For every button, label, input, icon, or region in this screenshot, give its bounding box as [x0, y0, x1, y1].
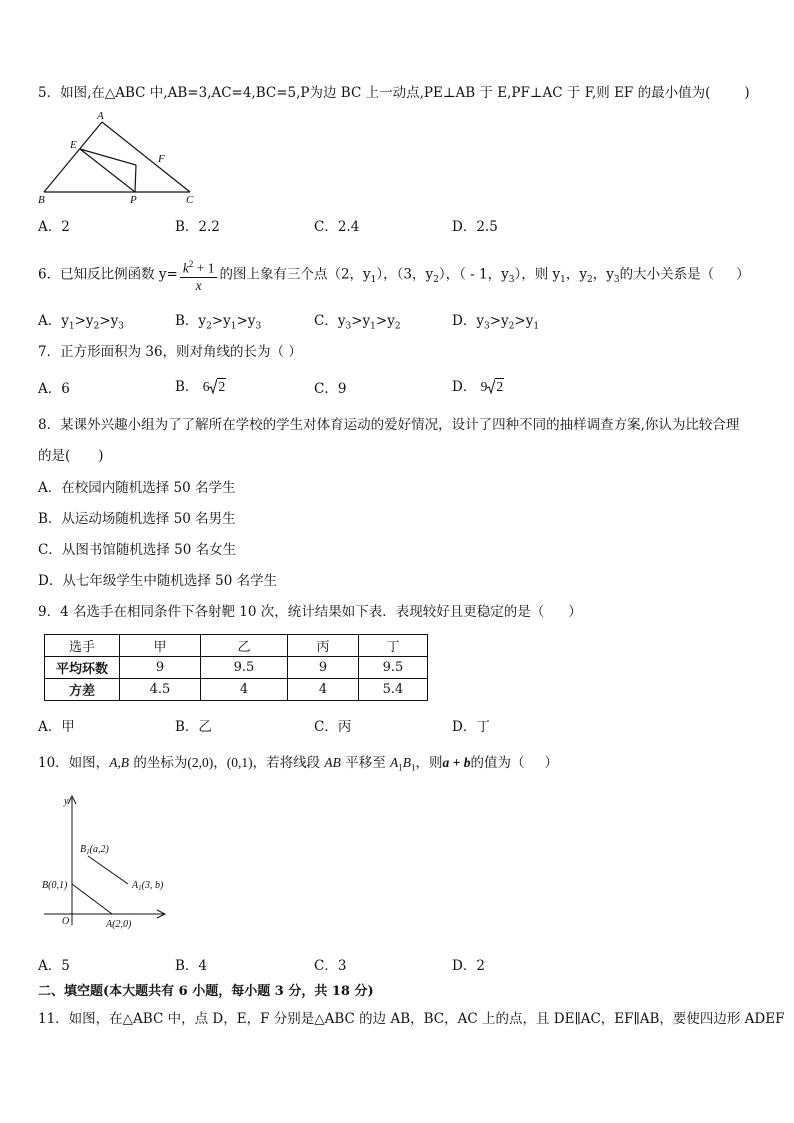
q6-option-b[interactable]	[175, 312, 261, 336]
q5-label-p: P	[130, 194, 137, 206]
q6-c-p3: 1	[370, 321, 376, 332]
q10-s1: 10．如图，	[38, 755, 110, 771]
q6-option-c[interactable]	[314, 312, 401, 336]
q8-option-a[interactable]: A．在校园内随机选择 50 名学生	[38, 480, 236, 496]
q6-frac-rest: + 1	[193, 260, 215, 276]
q5-option-c[interactable]: C．2.4	[314, 219, 360, 235]
q6-a-p0: y	[61, 313, 69, 329]
q8-stem-line2	[38, 447, 104, 465]
q6-c-p0: y	[337, 313, 346, 329]
q10-coord-b: (0,1)	[226, 755, 253, 770]
q9-header-3: 丙	[288, 635, 359, 657]
q6-frac-exp: 2	[188, 259, 194, 269]
q6-c-p4: >y	[375, 313, 395, 329]
q6-s4: ），则 y	[514, 266, 561, 283]
q10-expr: a + b	[442, 755, 471, 770]
q6-b-label: B．	[175, 313, 199, 329]
q8-paren-close: )	[98, 448, 104, 464]
q6-sub3: 3	[508, 274, 515, 285]
q10-s2: 的坐标为	[129, 755, 188, 771]
q6-b-p3: 1	[230, 321, 237, 332]
q9-r1-c0: 平均环数	[45, 657, 120, 679]
q6-b-p1: 2	[206, 321, 212, 332]
q10-s7: 的值为（	[470, 755, 525, 771]
q10-option-a[interactable]: A．5	[38, 958, 70, 974]
q7-option-d[interactable]	[452, 378, 504, 396]
q6-paren-close: ）	[736, 266, 750, 283]
q9-option-d[interactable]: D．丁	[452, 719, 490, 735]
q10-paren-close: ）	[544, 755, 558, 771]
q9-r2-c2: 4	[201, 679, 288, 701]
q6-b-p4: >y	[236, 313, 256, 329]
q6-b-p5: 3	[255, 321, 262, 332]
q9-r1-c2: 9.5	[201, 657, 288, 679]
q10-s5: 平移至	[340, 755, 390, 771]
q9-option-c[interactable]: C．丙	[314, 719, 352, 735]
q6-b-p2: >y	[211, 313, 231, 329]
q5-segment-ef	[80, 149, 136, 165]
q5-option-d[interactable]: D．2.5	[452, 219, 498, 235]
q6-frac-den: x	[195, 277, 202, 293]
q7-b-sqrt	[209, 378, 226, 396]
q9-r1-c4: 9.5	[359, 657, 428, 679]
q9-header-1: 甲	[120, 635, 201, 657]
q6-sub6: 3	[613, 274, 620, 285]
q10-label-o: O	[62, 916, 70, 927]
q7-option-a[interactable]: A．6	[38, 381, 70, 397]
q8-stem-line1: 8．某课外兴趣小组为了了解所在学校的学生对体育运动的爱好情况，设计了四种不同的抽样调查方案,你认为比较合理	[38, 417, 740, 433]
q6-a-p5: 3	[118, 321, 124, 332]
q6-c-p2: >y	[351, 313, 371, 329]
q9-r2-c4: 5.4	[359, 679, 428, 701]
q10-s4: ，若将线段	[252, 755, 325, 771]
q6-option-a[interactable]	[38, 312, 124, 336]
q5-option-a[interactable]: A．2	[38, 219, 70, 235]
q10-figure	[36, 790, 196, 940]
q10-label-b: B(0,1)	[42, 880, 68, 891]
q10-seg: AB	[324, 755, 341, 770]
table-row	[45, 657, 428, 679]
q9-option-b[interactable]: B．乙	[175, 719, 212, 735]
q10-seg2-b-sub: 1	[411, 762, 416, 773]
q10-option-d[interactable]: D．2	[452, 958, 485, 974]
q10-label-b1: $B_1(a,2)$	[80, 844, 109, 856]
q10-seg2-a: A	[390, 755, 399, 770]
table-row	[45, 635, 428, 657]
q6-sub5: 2	[587, 274, 593, 285]
q6-a-p4: >y	[99, 313, 119, 329]
q6-sub1: 1	[370, 274, 377, 285]
q8-option-d[interactable]: D．从七年级学生中随机选择 50 名学生	[38, 573, 278, 589]
q6-sub2: 2	[433, 274, 439, 285]
q6-prefix: 6．已知反比例函数 y=	[38, 266, 178, 283]
q5-side-ab	[44, 122, 102, 192]
q6-a-p3: 2	[93, 321, 100, 332]
q5-figure	[34, 108, 214, 208]
q6-c-p5: 2	[394, 321, 401, 332]
q5-label-f: F	[158, 153, 165, 165]
q6-b-p0: y	[198, 313, 207, 329]
q6-d-p1: 3	[483, 321, 490, 332]
q9-paren-close: ）	[568, 604, 582, 620]
q5-stem	[38, 84, 750, 102]
q7-d-rad: 2	[496, 379, 504, 394]
q8-option-b[interactable]: B．从运动场随机选择 50 名男生	[38, 511, 236, 527]
q6-s3: ），（ - 1，y	[438, 266, 509, 283]
q6-s7: 的大小关系是（	[619, 266, 715, 283]
q6-d-label: D．	[452, 313, 477, 329]
q9-header-4: 丁	[359, 635, 428, 657]
q10-seg2-b: B	[402, 755, 411, 770]
q5-label-e: E	[70, 139, 77, 151]
q10-label-y: y	[64, 796, 69, 807]
q5-stem-text: 5．如图,在△ABC 中,AB=3,AC=4,BC=5,P为边 BC 上一动点,PE⊥AB 于 E,PF⊥AC 于 F,则 EF 的最小值为(	[38, 85, 711, 101]
q5-label-c: C	[186, 194, 194, 206]
q7-b-label: B．	[175, 379, 199, 395]
q10-segment-ab	[72, 884, 112, 914]
q6-a-label: A．	[38, 313, 62, 329]
q9-r1-c1: 9	[120, 657, 201, 679]
q10-label-a1: $A_1(3$, b)	[132, 880, 164, 892]
table-row	[45, 679, 428, 701]
q7-option-b[interactable]	[175, 378, 226, 396]
q6-d-p0: y	[476, 313, 484, 329]
section-title-fill-in: 二、填空题(本大题共有 6 小题，每小题 3 分，共 18 分)	[38, 984, 374, 999]
q9-header-0: 选手	[45, 635, 120, 657]
q5-label-a: A	[97, 110, 104, 122]
q9-r2-c0: 方差	[45, 679, 120, 701]
q6-option-d[interactable]	[452, 312, 539, 336]
q10-option-b[interactable]: B．4	[175, 958, 208, 974]
q10-coord-a: (2,0)	[187, 755, 214, 770]
q5-label-b: B	[38, 194, 45, 206]
q5-option-b[interactable]: B．2.2	[175, 219, 220, 235]
q6-frac-k: k	[182, 260, 189, 276]
q6-s1: 的图上象有三个点（2，y	[219, 266, 371, 283]
q11-stem: 11．如图，在△ABC 中，点 D，E，F 分别是△ABC 的边 AB，BC，AC 上的点，且 DE∥AC，EF∥AB，要使四边形 ADEF	[38, 1011, 785, 1027]
q9-option-a[interactable]: A．甲	[38, 719, 75, 735]
q7-b-coef: 6	[202, 379, 210, 394]
q6-s6: ，y	[592, 266, 614, 283]
q6-c-p1: 3	[345, 321, 352, 332]
q5-side-ac	[102, 122, 190, 192]
q7-stem: 7．正方形面积为 36，则对角线的长为（ ）	[38, 344, 302, 360]
q9-stem-text: 9．4 名选手在相同条件下各射靶 10 次，统计结果如下表．表现较好且更稳定的是（	[38, 604, 545, 620]
q8-option-c[interactable]: C．从图书馆随机选择 50 名女生	[38, 542, 237, 558]
q9-table	[44, 634, 428, 701]
q6-sub4: 1	[560, 274, 566, 285]
q9-stem	[38, 603, 582, 621]
q9-r2-c1: 4.5	[120, 679, 201, 701]
q8-stem-line2-text: 的是(	[38, 448, 71, 464]
q7-d-coef: 9	[480, 379, 488, 394]
q10-s3: ，	[213, 755, 227, 771]
q5-segment-pe	[80, 149, 135, 192]
q6-s5: ，y	[565, 266, 588, 283]
q10-stem	[38, 754, 558, 777]
q6-d-p4: >y	[514, 313, 534, 329]
q6-d-p5: 1	[533, 321, 540, 332]
q7-b-rad: 2	[218, 379, 226, 394]
q6-a-p2: >y	[74, 313, 94, 329]
q7-d-label: D．	[452, 379, 477, 395]
q6-c-label: C．	[314, 313, 338, 329]
q10-ab: A,B	[109, 755, 130, 770]
q6-stem	[38, 256, 750, 298]
q9-r1-c3: 9	[288, 657, 359, 679]
q6-a-p1: 1	[68, 321, 75, 332]
q9-r2-c3: 4	[288, 679, 359, 701]
q5-paren-close: )	[744, 85, 750, 101]
q10-segment-a1b1	[88, 856, 128, 884]
q6-fraction	[180, 256, 218, 294]
q7-d-sqrt	[487, 378, 504, 396]
q10-label-a: A(2,0)	[106, 919, 132, 930]
q9-header-2: 乙	[201, 635, 288, 657]
q6-d-p3: 2	[508, 321, 515, 332]
q6-d-p2: >y	[489, 313, 509, 329]
q10-s6: ，则	[415, 755, 443, 771]
q6-s2: ），（3，y	[376, 266, 434, 283]
q10-seg2-a-sub: 1	[398, 762, 403, 773]
q10-option-c[interactable]: C．3	[314, 958, 347, 974]
q7-option-c[interactable]: C．9	[314, 381, 347, 397]
q5-segment-pf	[135, 165, 136, 192]
